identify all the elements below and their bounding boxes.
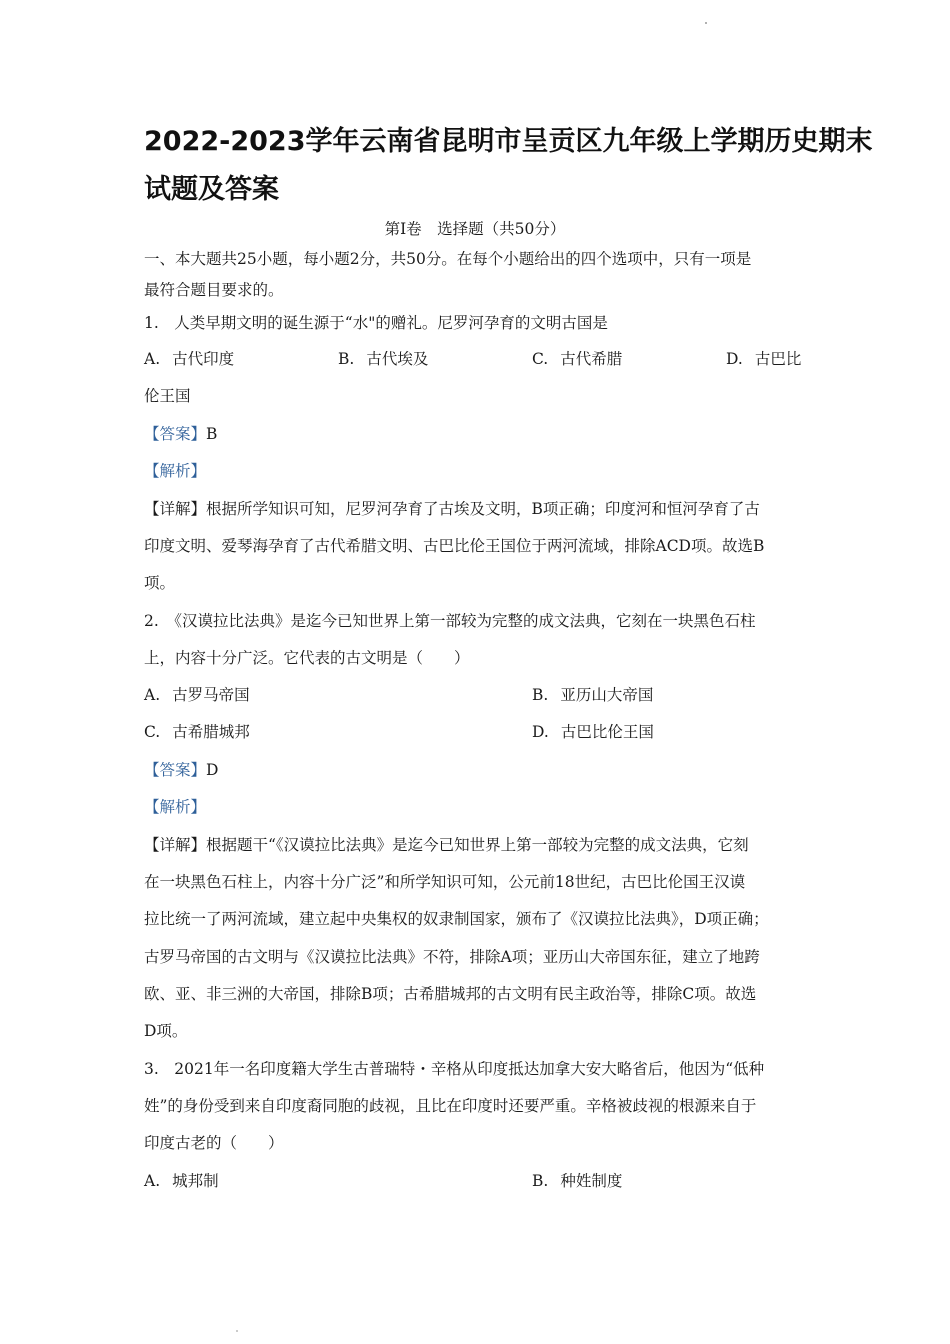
option-letter: B.: [338, 350, 355, 368]
answer-tag: 【答案】: [144, 761, 207, 779]
question-2-detail-line2: 在一块黑色石柱上，内容十分广泛”和所学知识可知，公元前18世纪，古巴比伦国王汉谟: [144, 873, 746, 891]
question-2-stem-line2: 上，内容十分广泛。它代表的古文明是（ ）: [144, 649, 470, 667]
question-1-analysis-tag: 【解析】: [144, 462, 207, 480]
question-2-option-c: [144, 719, 250, 745]
question-2-detail-line1: 【详解】根据题干“《汉谟拉比法典》是迄今已知世界上第一部较为完整的成文法典，它刻: [144, 836, 749, 854]
instructions-line1: 一、本大题共25小题，每小题2分，共50分。在每个小题给出的四个选项中，只有一项是: [144, 250, 752, 268]
question-2-option-d: [532, 719, 654, 745]
answer-tag: 【答案】: [144, 425, 207, 443]
question-2-analysis-tag: 【解析】: [144, 798, 207, 816]
option-letter: B.: [532, 1172, 549, 1190]
question-1-stem: 1. 人类早期文明的诞生源于“水"的赠礼。尼罗河孕育的文明古国是: [144, 314, 608, 332]
document-title-line2: 试题及答案: [144, 174, 279, 205]
option-text: 古罗马帝国: [172, 686, 250, 704]
question-2-detail-line5: 欧、亚、非三洲的大帝国，排除B项；古希腊城邦的古文明有民主政治等，排除C项。故选: [144, 985, 757, 1003]
scan-speck: [236, 1330, 238, 1332]
question-1-option-b: [338, 346, 428, 372]
option-letter: B.: [532, 686, 549, 704]
question-1-answer: [144, 421, 217, 447]
option-text: 城邦制: [172, 1172, 219, 1190]
question-3-stem-line2: 姓”的身份受到来自印度裔同胞的歧视，且比在印度时还要严重。辛格被歧视的根源来自于: [144, 1097, 757, 1115]
question-2-detail-line4: 古罗马帝国的古文明与《汉谟拉比法典》不符，排除A项；亚历山大帝国东征，建立了地跨: [144, 948, 760, 966]
question-3-stem-line1: 3. 2021年一名印度籍大学生古普瑞特・辛格从印度抵达加拿大安大略省后，他因为“低种: [144, 1060, 765, 1078]
question-2-detail-line6: D项。: [144, 1022, 188, 1040]
question-2-option-b: [532, 682, 653, 708]
option-letter: C.: [144, 723, 161, 741]
option-text: 种姓制度: [560, 1172, 623, 1190]
question-3-stem-line3: 印度古老的（ ）: [144, 1134, 284, 1152]
option-letter: A.: [144, 686, 161, 704]
option-letter: C.: [532, 350, 549, 368]
question-1-option-a: [144, 346, 234, 372]
option-letter: A.: [144, 1172, 161, 1190]
scan-speck: [705, 22, 707, 24]
answer-value: D: [206, 761, 219, 779]
document-title-line1: 2022-2023学年云南省昆明市呈贡区九年级上学期历史期末: [144, 126, 873, 157]
option-text: 古巴比伦王国: [560, 723, 654, 741]
question-1-detail-line1: 【详解】根据所学知识可知，尼罗河孕育了古埃及文明，B项正确；印度河和恒河孕育了古: [144, 500, 760, 518]
question-2-answer: [144, 757, 218, 783]
question-1-detail-line2: 印度文明、爱琴海孕育了古代希腊文明、古巴比伦王国位于两河流域，排除ACD项。故选B: [144, 537, 765, 555]
question-3-option-a: [144, 1168, 219, 1194]
option-text: 古代埃及: [366, 350, 429, 368]
answer-value: B: [206, 425, 218, 443]
section-heading: 第Ⅰ卷 选择题（共50分）: [384, 220, 566, 238]
question-3-option-b: [532, 1168, 622, 1194]
option-letter: D.: [532, 723, 549, 741]
question-1-option-d-wrap: 伦王国: [144, 387, 191, 405]
question-1-option-c: [532, 346, 622, 372]
option-text: 古代希腊: [560, 350, 623, 368]
question-1-option-d: [726, 346, 801, 372]
option-letter: D.: [726, 350, 743, 368]
question-2-option-a: [144, 682, 250, 708]
question-2-detail-line3: 拉比统一了两河流域，建立起中央集权的奴隶制国家，颁布了《汉谟拉比法典》，D项正确；: [144, 910, 769, 928]
option-text: 古希腊城邦: [172, 723, 250, 741]
option-text: 古代印度: [172, 350, 235, 368]
question-1-detail-line3: 项。: [144, 574, 176, 592]
instructions-line2: 最符合题目要求的。: [144, 281, 284, 299]
option-text: 古巴比: [754, 350, 802, 368]
question-2-stem-line1: 2. 《汉谟拉比法典》是迄今已知世界上第一部较为完整的成文法典，它刻在一块黑色石柱: [144, 612, 756, 630]
option-letter: A.: [144, 350, 161, 368]
option-text: 亚历山大帝国: [560, 686, 654, 704]
